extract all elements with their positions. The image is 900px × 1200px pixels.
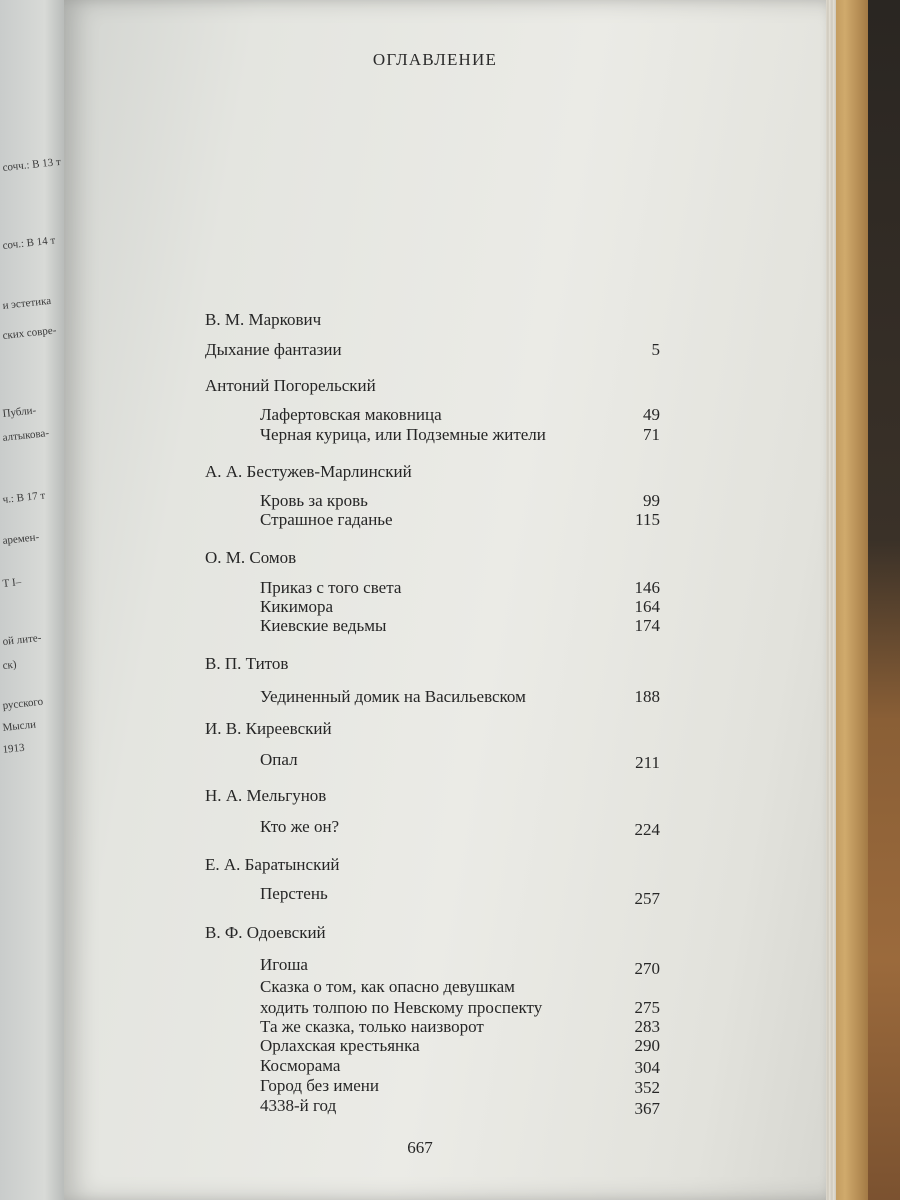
toc-entry-page: 270 — [634, 959, 660, 978]
left-page-fragment: ских совре- — [2, 324, 57, 342]
left-page-fragment: Публи- — [2, 404, 37, 420]
left-page-fragment: Т I– — [2, 576, 22, 590]
toc-author: В. Ф. Одоевский — [205, 923, 326, 942]
toc-entry-title: Сказка о том, как опасно девушкам — [260, 977, 515, 996]
page-number: 667 — [407, 1138, 433, 1157]
toc-entry-title: Кровь за кровь — [260, 491, 368, 510]
toc-entry-title: 4338-й год — [260, 1096, 337, 1115]
left-page-fragment: 1913 — [2, 741, 26, 756]
toc-entry-title: Кто же он? — [260, 817, 340, 836]
page-title: ОГЛАВЛЕНИЕ — [372, 50, 498, 69]
toc-author: В. М. Маркович — [205, 310, 322, 329]
toc-entry-page: 283 — [634, 1017, 660, 1036]
toc-entry-title: Та же сказка, только наизворот — [260, 1017, 484, 1036]
left-page-fragment: сочч.: В 13 т — [2, 155, 62, 174]
toc-entry-page: 115 — [635, 510, 660, 529]
toc-entry-page: 146 — [634, 578, 660, 597]
toc-entry-title: Черная курица, или Подземные жители — [260, 425, 546, 444]
toc-entry-page: 174 — [634, 616, 660, 635]
toc-author: Е. А. Баратынский — [205, 855, 340, 874]
toc-entry-title: Орлахская крестьянка — [260, 1036, 420, 1055]
toc-entry-title: Уединенный домик на Васильевском — [260, 687, 526, 706]
left-page-fragment: ск) — [2, 658, 18, 672]
toc-entry-title: Опал — [260, 750, 298, 769]
toc-author: В. П. Титов — [205, 654, 289, 673]
toc-author: И. В. Киреевский — [205, 719, 332, 738]
toc-entry-page: 304 — [634, 1058, 660, 1077]
toc-entry-title: Перстень — [260, 884, 328, 903]
toc-entry-page: 257 — [634, 889, 660, 908]
left-page-fragment: соч.: В 14 т — [2, 234, 56, 252]
left-page-fragment: аремен- — [2, 531, 40, 547]
toc-entry-title: Киевские ведьмы — [260, 616, 387, 635]
toc-entry-title: ходить толпою по Невскому проспекту — [260, 998, 543, 1017]
left-page-fragment: русского — [2, 695, 44, 712]
toc-entry-page: 224 — [634, 820, 660, 839]
toc-author: Н. А. Мельгунов — [205, 786, 327, 805]
toc-entry-page: 275 — [634, 998, 660, 1017]
toc-entry-page: 71 — [643, 425, 660, 444]
left-page-edge — [0, 0, 64, 1200]
toc-entry-title: Лафертовская маковница — [260, 405, 442, 424]
toc-author: А. А. Бестужев-Марлинский — [205, 462, 412, 481]
toc-entry-page: 5 — [651, 340, 660, 359]
left-page-fragment: ч.: В 17 т — [2, 489, 46, 506]
toc-entry-page: 352 — [634, 1078, 660, 1097]
toc-entry-page: 188 — [634, 687, 660, 706]
toc-entry-title: Дыхание фантазии — [205, 340, 342, 359]
page-stack-edge — [826, 0, 836, 1200]
toc-entry-page: 290 — [634, 1036, 660, 1055]
toc-entry-title: Страшное гаданье — [260, 510, 393, 529]
toc-entry-title: Город без имени — [260, 1076, 379, 1095]
toc-entry-page: 367 — [634, 1099, 660, 1118]
toc-entry-page: 164 — [634, 597, 660, 616]
toc-author: Антоний Погорельский — [205, 376, 376, 395]
toc-entry-title: Приказ с того света — [260, 578, 402, 597]
left-page-fragment: алтыкова- — [2, 427, 50, 444]
toc-entry-title: Игоша — [260, 955, 308, 974]
toc-entry-title: Косморама — [260, 1056, 341, 1075]
toc-entry-page: 49 — [643, 405, 660, 424]
left-page-fragment: и эстетика — [2, 294, 52, 312]
toc-entry-page: 99 — [643, 491, 660, 510]
toc-entry-page: 211 — [635, 753, 660, 772]
left-page-fragment: ой лите- — [2, 631, 42, 648]
toc-author: О. М. Сомов — [205, 548, 297, 567]
left-page-fragment: Мысли — [2, 718, 37, 734]
toc-entry-title: Кикимора — [260, 597, 334, 616]
